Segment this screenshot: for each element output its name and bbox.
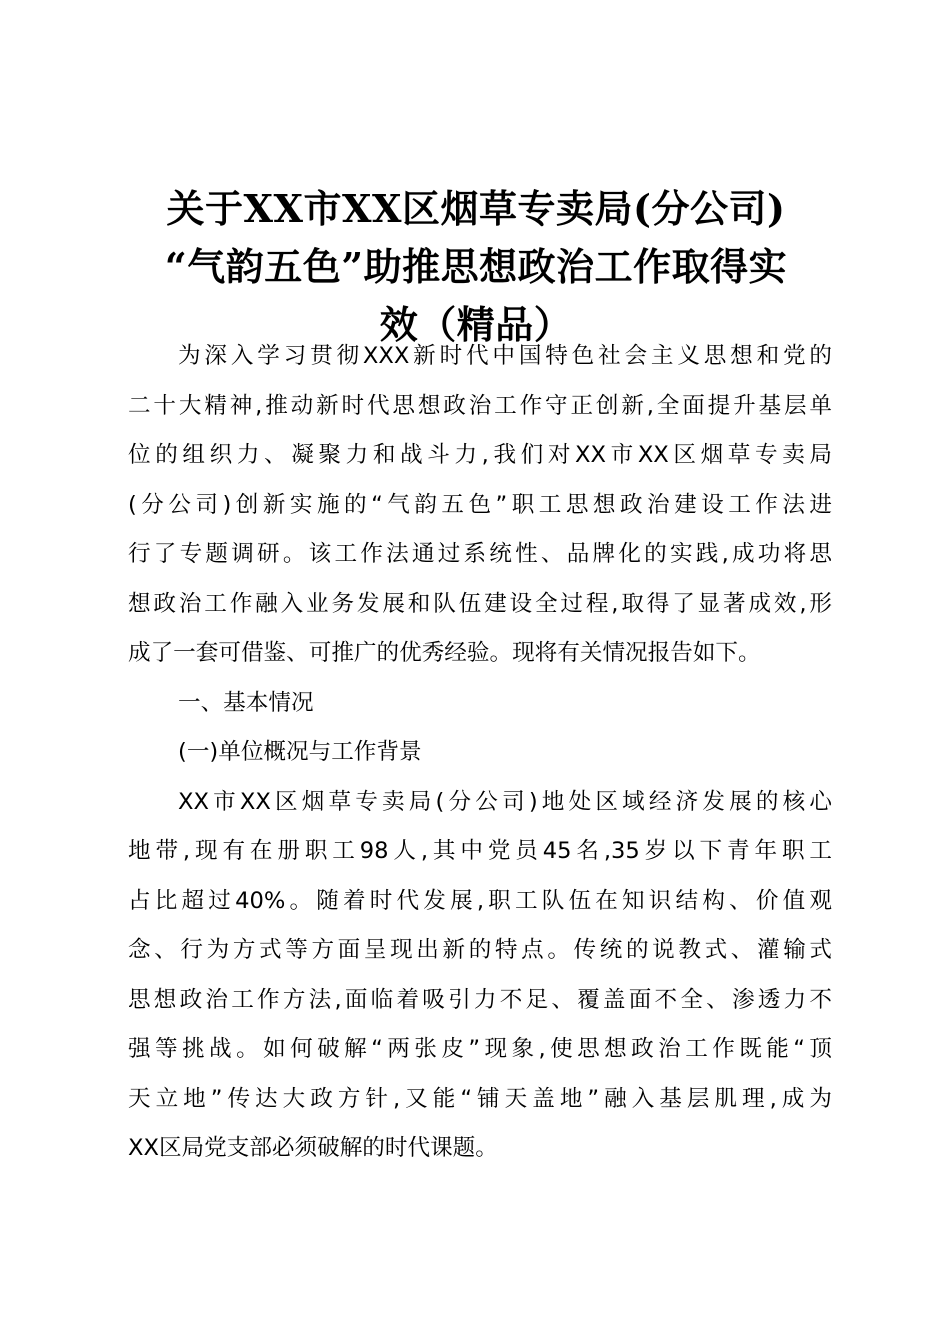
title-line-3: 效（精品） — [379, 302, 573, 347]
background-paragraph-line: 地带,现有在册职工98人,其中党员45名,35岁以下青年职工 — [128, 838, 832, 864]
intro-paragraph-line: 想政治工作融入业务发展和队伍建设全过程,取得了显著成效,形 — [128, 590, 832, 617]
background-paragraph-line: 天立地”传达大政方针,又能“铺天盖地”融入基层肌理,成为 — [128, 1085, 832, 1112]
intro-paragraph-line: 成了一套可借鉴、可推广的优秀经验。现将有关情况报告如下。 — [128, 640, 761, 666]
document-body — [128, 332, 832, 1174]
section-heading: 一、基本情况 — [178, 689, 314, 716]
background-paragraph-line: 念、行为方式等方面呈现出新的特点。传统的说教式、灌输式 — [128, 937, 832, 963]
document-title — [120, 180, 832, 354]
background-paragraph-line: XX区局党支部必须破解的时代课题。 — [128, 1135, 498, 1161]
background-paragraph-line: 思想政治工作方法,面临着吸引力不足、覆盖面不全、渗透力不 — [128, 986, 832, 1013]
background-paragraph-line: 强等挑战。如何破解“两张皮”现象,使思想政治工作既能“顶 — [128, 1036, 832, 1062]
intro-paragraph-line: 行了专题调研。该工作法通过系统性、品牌化的实践,成功将思 — [128, 541, 832, 567]
background-paragraph-line: XX市XX区烟草专卖局(分公司)地处区域经济发展的核心 — [178, 788, 832, 815]
intro-paragraph-line: 为深入学习贯彻XXX新时代中国特色社会主义思想和党的 — [178, 343, 832, 369]
intro-paragraph-line: 二十大精神,推动新时代思想政治工作守正创新,全面提升基层单 — [128, 392, 832, 419]
intro-paragraph-line: 位的组织力、凝聚力和战斗力,我们对XX市XX区烟草专卖局 — [128, 442, 832, 468]
intro-paragraph-line: (分公司)创新实施的“气韵五色”职工思想政治建设工作法进 — [128, 491, 832, 518]
subsection-heading: (一)单位概况与工作背景 — [178, 739, 422, 765]
title-line-2: “气韵五色”助推思想政治工作取得实 — [164, 244, 788, 289]
background-paragraph-line: 占比超过40%。随着时代发展,职工队伍在知识结构、价值观 — [128, 887, 832, 914]
title-line-1: 关于XX市XX区烟草专卖局(分公司) — [166, 186, 786, 231]
